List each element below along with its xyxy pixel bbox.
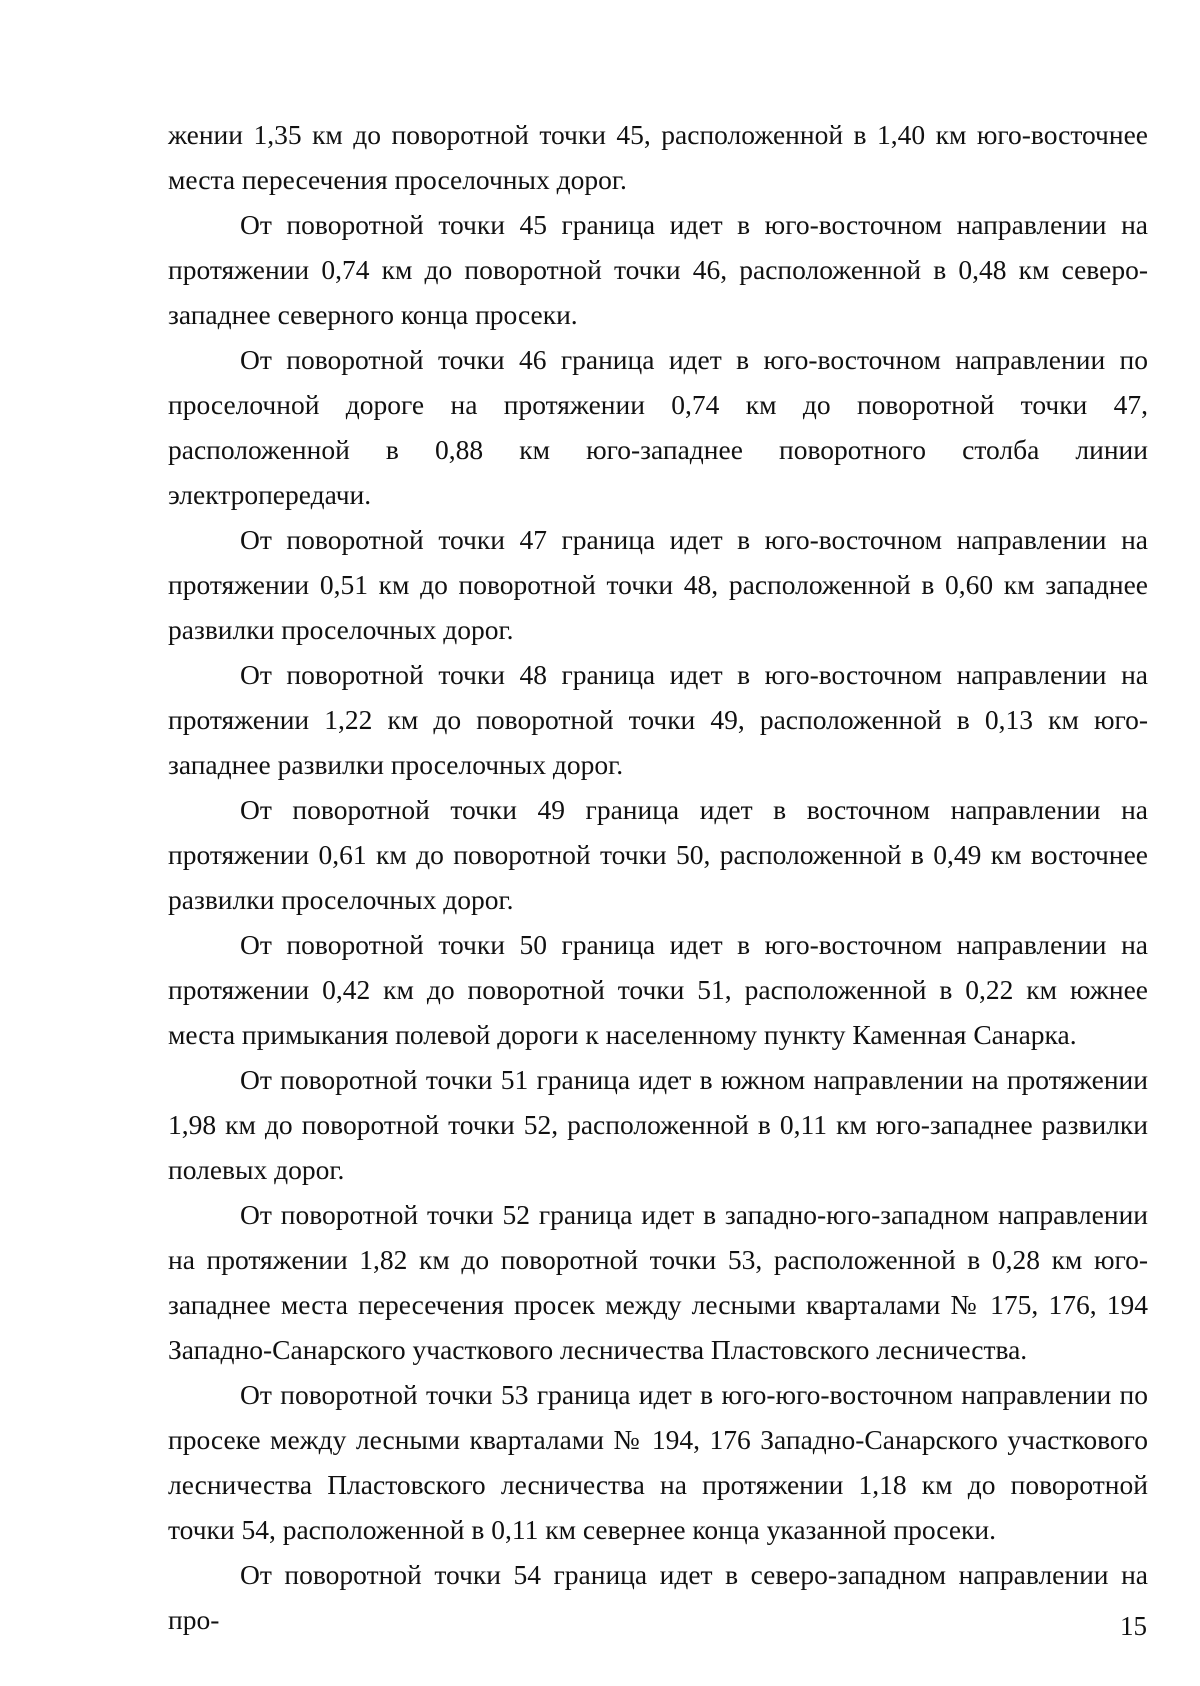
paragraph-point-52: От поворотной точки 52 граница идет в западно-юго-западном направлении на протяжении 1,82 км до поворотной точки 53, расположенной в 0,28 км юго-западнее места пересечения просек между лесными кварталами № 175, 176, 194 Западно-Санарского участкового лесничества Пластовского лесничества.: [168, 1199, 1148, 1365]
paragraph-point-53: От поворотной точки 53 граница идет в юго-юго-восточном направлении по просеке между лесными кварталами № 194, 176 Западно-Санарского участкового лесничества Пластовского лесничества на протяжении 1,18 км до поворотной точки 54, расположенной в 0,11 км севернее конца указанной просеки.: [168, 1379, 1148, 1545]
paragraph-point-45: От поворотной точки 45 граница идет в юго-восточном направлении на протяжении 0,74 км до поворотной точки 46, расположенной в 0,48 км северо-западнее северного конца просеки.: [168, 209, 1148, 330]
paragraph-point-54: От поворотной точки 54 граница идет в северо-западном направлении на про-: [168, 1559, 1148, 1635]
document-body: [168, 112, 1148, 1642]
page-number: 15: [1120, 1611, 1147, 1641]
paragraph-continuation: жении 1,35 км до поворотной точки 45, расположенной в 1,40 км юго-восточнее места пересечения проселочных дорог.: [168, 119, 1148, 195]
paragraph-point-47: От поворотной точки 47 граница идет в юго-восточном направлении на протяжении 0,51 км до поворотной точки 48, расположенной в 0,60 км западнее развилки проселочных дорог.: [168, 524, 1148, 645]
paragraph-point-49: От поворотной точки 49 граница идет в восточном направлении на протяжении 0,61 км до поворотной точки 50, расположенной в 0,49 км восточнее развилки проселочных дорог.: [168, 794, 1148, 915]
paragraph-point-51: От поворотной точки 51 граница идет в южном направлении на протяжении 1,98 км до поворотной точки 52, расположенной в 0,11 км юго-западнее развилки полевых дорог.: [168, 1064, 1148, 1185]
paragraph-point-50: От поворотной точки 50 граница идет в юго-восточном направлении на протяжении 0,42 км до поворотной точки 51, расположенной в 0,22 км южнее места примыкания полевой дороги к населенному пункту Каменная Санарка.: [168, 929, 1148, 1050]
paragraph-point-46: От поворотной точки 46 граница идет в юго-восточном направлении по проселочной дороге на протяжении 0,74 км до поворотной точки 47, расположенной в 0,88 км юго-западнее поворотного столба линии электропередачи.: [168, 344, 1148, 510]
paragraph-point-48: От поворотной точки 48 граница идет в юго-восточном направлении на протяжении 1,22 км до поворотной точки 49, расположенной в 0,13 км юго-западнее развилки проселочных дорог.: [168, 659, 1148, 780]
